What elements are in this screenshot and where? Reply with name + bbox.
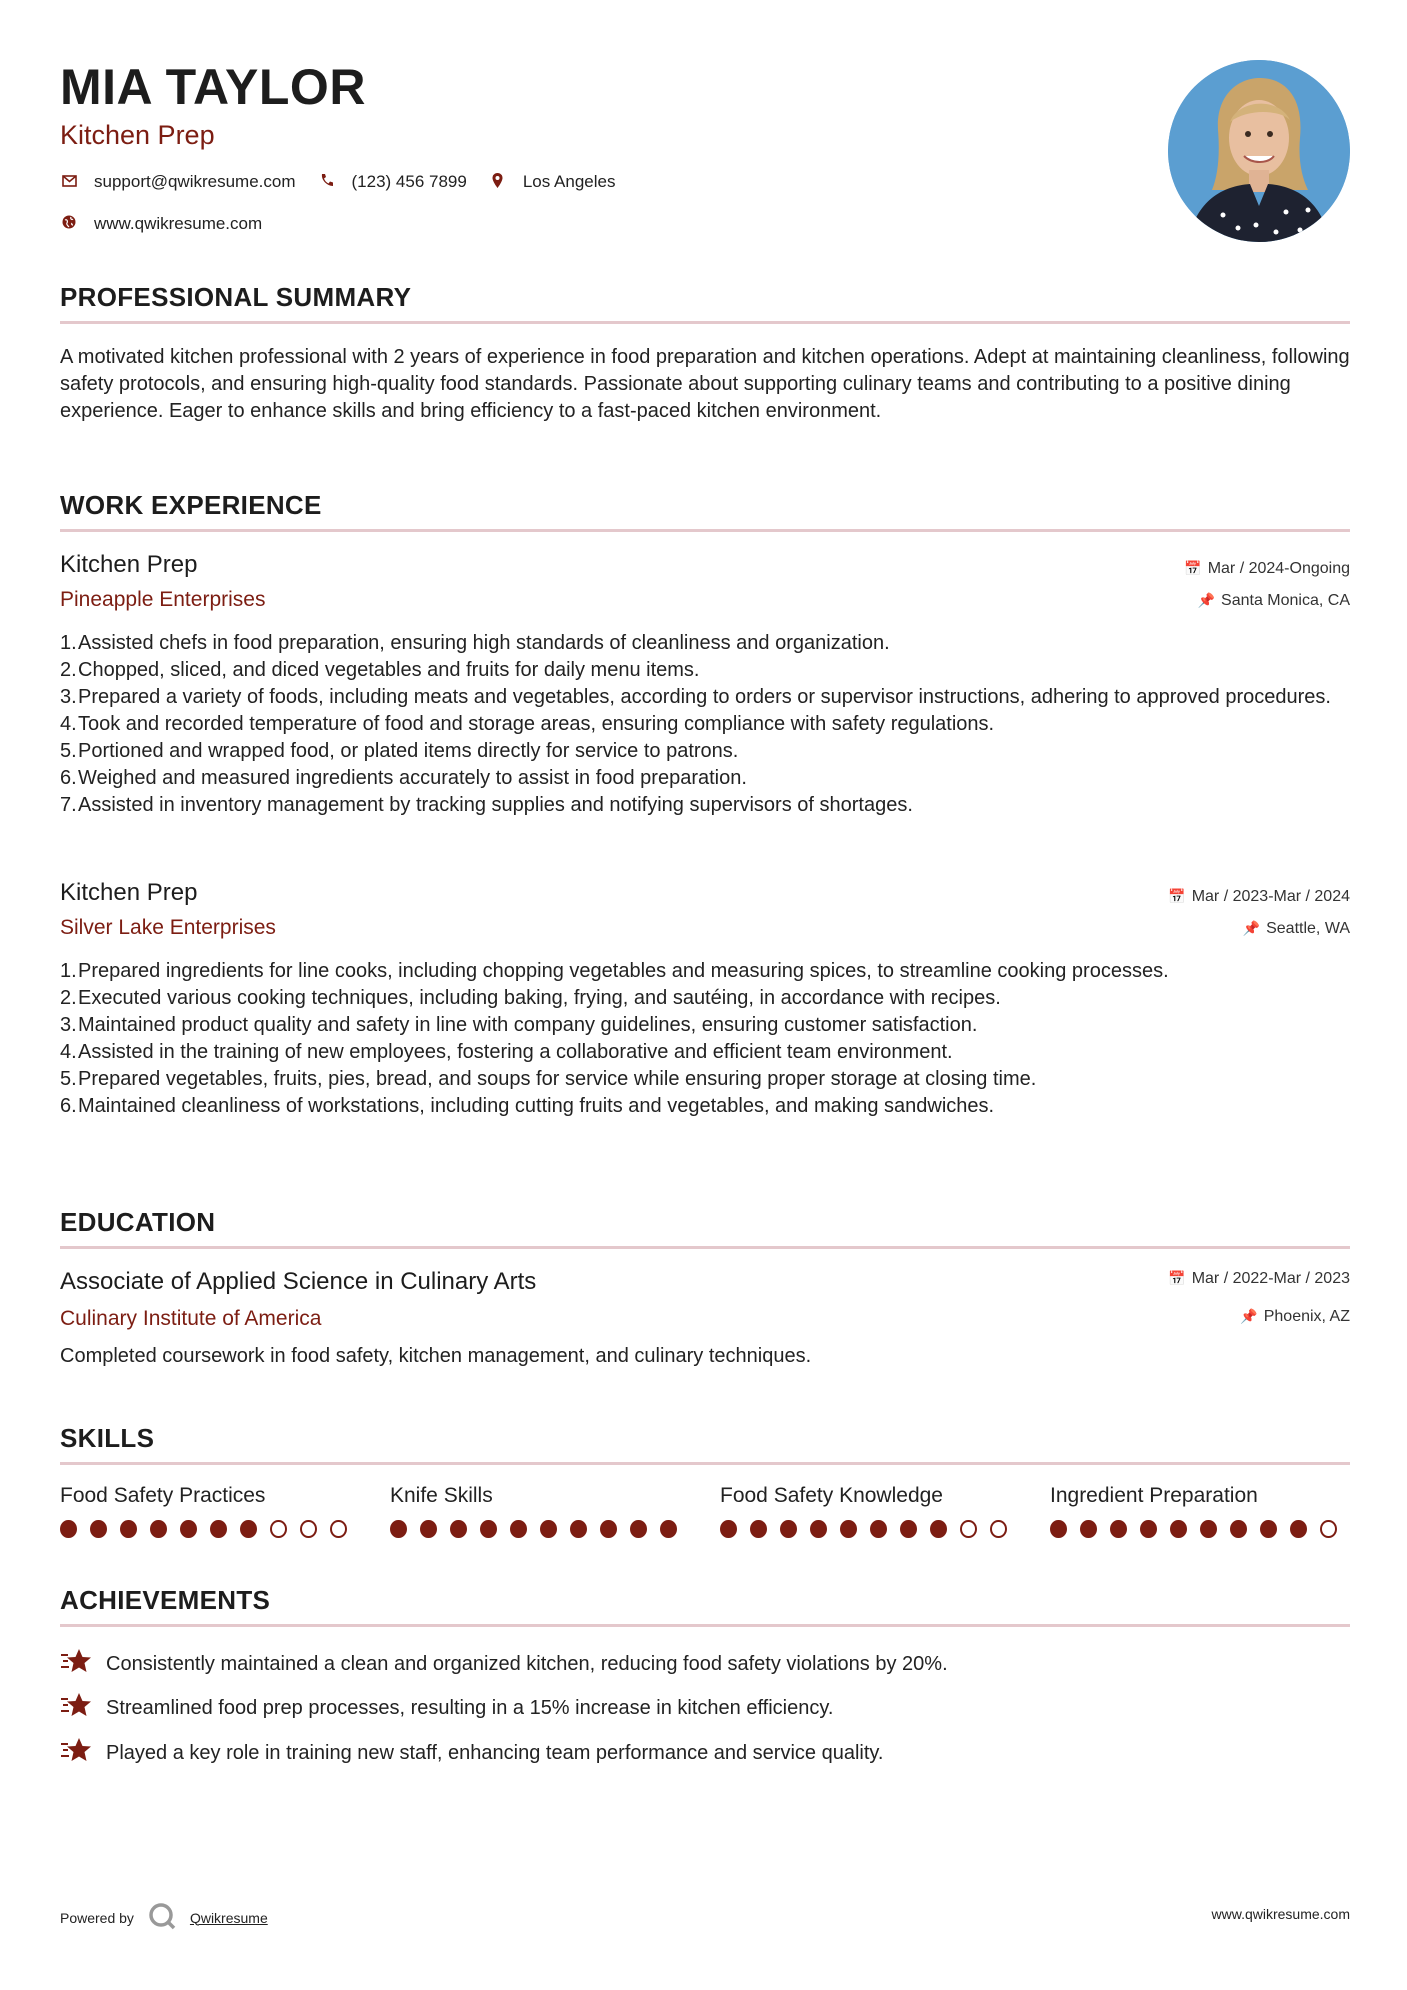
list-item: 1. Prepared ingredients for line cooks, including chopping vegetables and measuring spices, to streamline cooking processes. [60, 960, 1169, 982]
powered-by-label: Powered by [60, 1909, 134, 1926]
skill-rating [390, 1520, 690, 1538]
rating-dot-filled [1290, 1520, 1307, 1538]
rating-dot-filled [1050, 1520, 1067, 1538]
star-icon [60, 1737, 94, 1769]
rating-dot-empty [300, 1520, 317, 1538]
rating-dot-filled [900, 1520, 917, 1538]
footer-powered-by [60, 1902, 268, 1933]
rating-dot-filled [630, 1520, 647, 1538]
rating-dot-filled [570, 1520, 587, 1538]
education-description: Completed coursework in food safety, kitchen management, and culinary techniques. [60, 1345, 812, 1367]
pin-icon: 📌 [1240, 1308, 1258, 1324]
job-title: Kitchen Prep [60, 879, 198, 906]
section-divider [60, 1624, 1350, 1627]
skills-heading: SKILLS [60, 1423, 155, 1453]
education-dates [1168, 1270, 1350, 1288]
rating-dot-filled [1230, 1520, 1247, 1538]
contact-phone[interactable]: (123) 456 7899 [351, 172, 467, 191]
list-item: 6. Maintained cleanliness of workstations, including cutting fruits and vegetables, and making sandwiches. [60, 1095, 995, 1117]
job-dates [1168, 888, 1350, 906]
qwikresume-logo-icon [148, 1902, 176, 1933]
skill-name: Food Safety Knowledge [720, 1484, 943, 1507]
globe-icon [60, 215, 78, 233]
rating-dot-filled [420, 1520, 437, 1538]
rating-dot-filled [120, 1520, 137, 1538]
list-item: 3. Prepared a variety of foods, including meats and vegetables, according to orders or supervisor instructions, adhering to approved procedures. [60, 686, 1331, 708]
education-dates-text: Mar / 2022-Mar / 2023 [1191, 1270, 1350, 1287]
skill-name: Knife Skills [390, 1484, 493, 1507]
section-divider [60, 1246, 1350, 1249]
list-item: 5. Prepared vegetables, fruits, pies, bread, and soups for service while ensuring proper storage at closing time. [60, 1068, 1037, 1090]
rating-dot-filled [1140, 1520, 1157, 1538]
rating-dot-filled [1260, 1520, 1277, 1538]
achievement-item [60, 1737, 883, 1769]
rating-dot-filled [840, 1520, 857, 1538]
experience-heading: WORK EXPERIENCE [60, 490, 322, 520]
job-bullets [60, 630, 1352, 819]
candidate-role: Kitchen Prep [60, 120, 215, 150]
rating-dot-filled [810, 1520, 827, 1538]
list-item: 7. Assisted in inventory management by tracking supplies and notifying supervisors of shortages. [60, 794, 913, 816]
section-divider [60, 1462, 1350, 1465]
calendar-icon: 📅 [1168, 888, 1186, 904]
rating-dot-filled [60, 1520, 77, 1538]
rating-dot-filled [1170, 1520, 1187, 1538]
candidate-name: MIA TAYLOR [60, 59, 366, 115]
rating-dot-filled [390, 1520, 407, 1538]
achievement-text: Streamlined food prep processes, resulting in a 15% increase in kitchen efficiency. [106, 1696, 834, 1719]
rating-dot-empty [960, 1520, 977, 1538]
list-item: 2. Chopped, sliced, and diced vegetables and fruits for daily menu items. [60, 659, 700, 681]
job-company: Pineapple Enterprises [60, 588, 266, 611]
calendar-icon: 📅 [1184, 560, 1202, 576]
list-item: 6. Weighed and measured ingredients accurately to assist in food preparation. [60, 767, 747, 789]
achievement-text: Consistently maintained a clean and organized kitchen, reducing food safety violations by 20%. [106, 1652, 948, 1675]
skill-item [390, 1484, 690, 1538]
contact-location: Los Angeles [522, 172, 616, 191]
list-item: 4. Assisted in the training of new employees, fostering a collaborative and efficient team environment. [60, 1041, 953, 1063]
skill-item [720, 1484, 1020, 1538]
rating-dot-filled [240, 1520, 257, 1538]
rating-dot-filled [150, 1520, 167, 1538]
calendar-icon: 📅 [1168, 1270, 1186, 1286]
rating-dot-filled [90, 1520, 107, 1538]
achievement-item [60, 1692, 833, 1724]
rating-dot-filled [780, 1520, 797, 1538]
rating-dot-filled [180, 1520, 197, 1538]
skill-rating [720, 1520, 1020, 1538]
rating-dot-filled [870, 1520, 887, 1538]
list-item: 1. Assisted chefs in food preparation, ensuring high standards of cleanliness and organization. [60, 632, 890, 654]
summary-heading: PROFESSIONAL SUMMARY [60, 282, 412, 312]
list-item: 2. Executed various cooking techniques, including baking, frying, and sautéing, in accordance with recipes. [60, 987, 1001, 1009]
achievement-item [60, 1648, 948, 1680]
rating-dot-empty [1320, 1520, 1337, 1538]
rating-dot-filled [1080, 1520, 1097, 1538]
rating-dot-filled [1110, 1520, 1127, 1538]
job-bullets [60, 958, 1352, 1120]
skill-item [60, 1484, 360, 1538]
rating-dot-empty [270, 1520, 287, 1538]
rating-dot-filled [540, 1520, 557, 1538]
skill-rating [1050, 1520, 1350, 1538]
achievements-heading: ACHIEVEMENTS [60, 1585, 271, 1615]
qwikresume-link[interactable]: Qwikresume [189, 1909, 268, 1926]
education-location [1240, 1308, 1350, 1326]
contact-website[interactable]: www.qwikresume.com [94, 214, 263, 233]
star-icon [60, 1648, 94, 1680]
rating-dot-filled [720, 1520, 737, 1538]
job-company: Silver Lake Enterprises [60, 916, 276, 939]
rating-dot-filled [510, 1520, 527, 1538]
list-item: 5. Portioned and wrapped food, or plated items directly for service to patrons. [60, 740, 739, 762]
list-item: 3. Maintained product quality and safety in line with company guidelines, ensuring customer satisfaction. [60, 1014, 978, 1036]
rating-dot-empty [990, 1520, 1007, 1538]
pin-icon: 📌 [1197, 592, 1216, 608]
contact-row [60, 172, 615, 192]
profile-photo [1168, 60, 1350, 242]
rating-dot-filled [600, 1520, 617, 1538]
rating-dot-filled [210, 1520, 227, 1538]
rating-dot-filled [450, 1520, 467, 1538]
skill-name: Food Safety Practices [60, 1484, 266, 1507]
star-icon [60, 1692, 94, 1724]
skill-item [1050, 1484, 1350, 1538]
job-location-text: Seattle, WA [1266, 920, 1350, 937]
rating-dot-filled [1200, 1520, 1217, 1538]
footer-website[interactable]: www.qwikresume.com [1211, 1906, 1350, 1922]
website-row [60, 214, 262, 234]
email-icon [60, 174, 78, 191]
list-item: 4. Took and recorded temperature of food and storage areas, ensuring compliance with safety regulations. [60, 713, 995, 735]
education-location-text: Phoenix, AZ [1263, 1308, 1350, 1325]
job-dates-text: Mar / 2023-Mar / 2024 [1191, 888, 1350, 905]
summary-text: A motivated kitchen professional with 2 years of experience in food preparation and kitchen operations. Adept at maintaining cleanliness, following safety protocols, and ensuring high-quality food standards. Passionate about supporting culinary teams and contributing to a positive dining experience. Eager to enhance skills and bring efficiency to a fast-paced kitchen environment. [60, 346, 1350, 422]
rating-dot-filled [480, 1520, 497, 1538]
rating-dot-filled [930, 1520, 947, 1538]
education-heading: EDUCATION [60, 1207, 216, 1237]
school-name: Culinary Institute of America [60, 1307, 322, 1330]
skill-rating [60, 1520, 360, 1538]
rating-dot-filled [750, 1520, 767, 1538]
location-pin-icon [489, 173, 507, 192]
section-divider [60, 529, 1350, 532]
achievement-text: Played a key role in training new staff, enhancing team performance and service quality. [106, 1741, 884, 1764]
job-location-text: Santa Monica, CA [1221, 592, 1350, 609]
rating-dot-empty [330, 1520, 347, 1538]
section-divider [60, 321, 1350, 324]
job-dates [1184, 560, 1350, 578]
rating-dot-filled [660, 1520, 677, 1538]
pin-icon: 📌 [1242, 920, 1261, 936]
job-title: Kitchen Prep [60, 551, 198, 578]
job-location [1243, 920, 1350, 938]
phone-icon [318, 173, 336, 191]
job-location [1198, 592, 1350, 610]
skill-name: Ingredient Preparation [1050, 1484, 1258, 1507]
job-dates-text: Mar / 2024-Ongoing [1207, 560, 1350, 577]
degree-title: Associate of Applied Science in Culinary Arts [60, 1268, 537, 1295]
contact-email[interactable]: support@qwikresume.com [94, 172, 296, 191]
